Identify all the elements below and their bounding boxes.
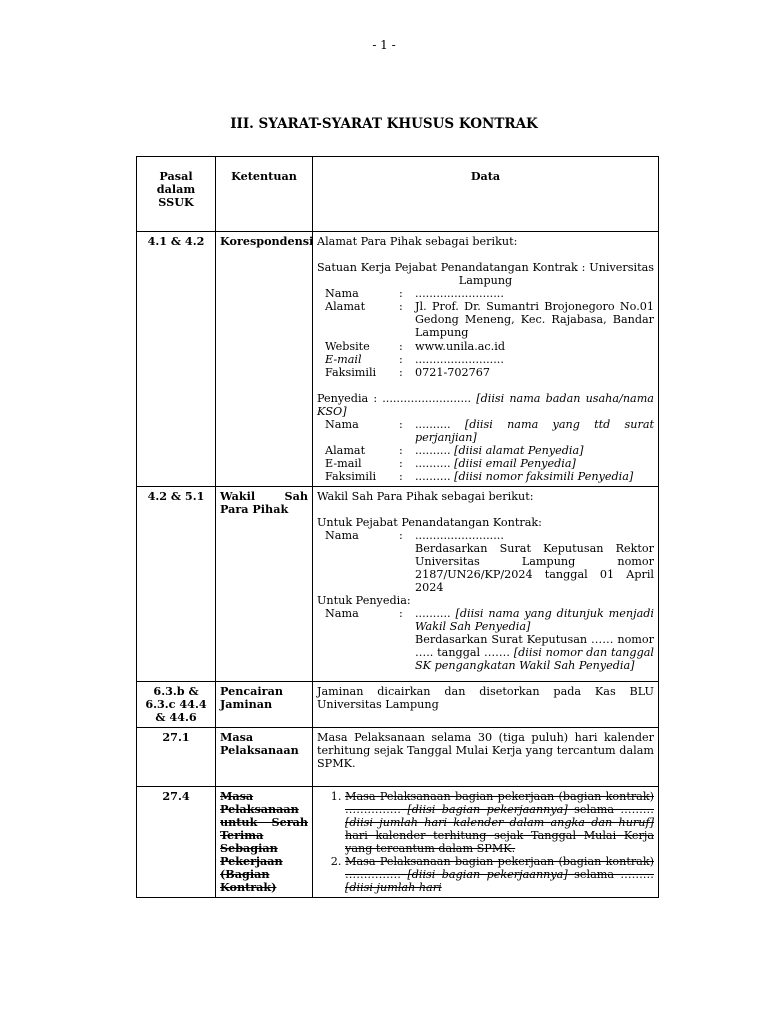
list-item: 1. Masa Pelaksanaan bagian pekerjaan (bagian kontrak) …………… [diisi bagian pekerjaannya] selama ……… [diisi jumlah hari kalender dalam angka dan huruf] hari kalender terhitung sejak Tanggal Mulai Kerja yang tercantum dalam SPMK.: [345, 790, 654, 855]
field-value: 0721-702767: [415, 366, 490, 379]
contract-table: [136, 156, 659, 898]
ketentuan-cell: Pencairan Jaminan: [216, 682, 313, 728]
table-row-serah-terima: [137, 787, 659, 898]
field-value: .........................: [415, 353, 504, 366]
field-label: Website: [325, 340, 370, 353]
table-row-masa-pelaksanaan: [137, 728, 659, 787]
page-number: - 1 -: [372, 38, 396, 52]
penyedia-line: Penyedia : ......................... [diisi nama badan usaha/nama KSO]: [317, 392, 654, 418]
penyedia-sk-text: Berdasarkan Surat Keputusan …… nomor ….. tanggal ……. [diisi nomor dan tanggal SK pengangkatan Wakil Sah Penyedia]: [415, 633, 654, 672]
list-item: 2. Masa Pelaksanaan bagian pekerjaan (bagian kontrak) …………… [diisi bagian pekerjaannya] selama ……… [diisi jumlah hari: [345, 855, 654, 894]
penyedia-fields: Nama : .......... [diisi nama yang ttd surat perjanjian] Alamat : .......... [diisi alamat Penyedia] E-mail : .......... [diisi email Penyedia] Faksimili : .......... [diisi nomor faksimili Penyedia]: [325, 418, 654, 483]
ketentuan-cell: Wakil Sah Para Pihak: [216, 487, 313, 682]
pasal-cell: 27.4: [137, 787, 216, 898]
data-cell: [313, 787, 659, 898]
struck-list: [317, 790, 654, 894]
ketentuan-cell: Masa Pelaksanaan untuk Serah Terima Sebagian Pekerjaan (Bagian Kontrak): [216, 787, 313, 898]
pasal-cell: 4.1 & 4.2: [137, 232, 216, 487]
table-row-wakil-sah: [137, 487, 659, 682]
ketentuan-cell: Korespondensi: [216, 232, 313, 487]
data-cell: Masa Pelaksanaan selama 30 (tiga puluh) hari kalender terhitung sejak Tanggal Mulai Kerja yang tercantum dalam SPMK.: [313, 728, 659, 787]
table-row-pencairan-jaminan: [137, 682, 659, 728]
field-value: www.unila.ac.id: [415, 340, 505, 353]
header-ketentuan: Ketentuan: [216, 157, 313, 232]
ppk-address-fields: Nama : ......................... Alamat : Jl. Prof. Dr. Sumantri Brojonegoro No.01 Gedong Meneng, Kec. Rajabasa, Bandar Lampung Website : www.unila.ac.id E-mail : ......................... Faksimili : 0721-702767: [317, 287, 654, 379]
ppk-sk-text: Berdasarkan Surat Keputusan Rektor Universitas Lampung nomor 2187/UN26/KP/2024 tanggal 01 April 2024: [415, 542, 654, 594]
field-value: Jl. Prof. Dr. Sumantri Brojonegoro No.01 Gedong Meneng, Kec. Rajabasa, Bandar Lampung: [415, 300, 654, 339]
field-label: Nama: [325, 287, 359, 300]
field-label: Faksimili: [325, 366, 377, 379]
ppk-label: Untuk Pejabat Penandatangan Kontrak:: [317, 516, 542, 529]
pasal-cell: 27.1: [137, 728, 216, 787]
field-label: E-mail: [325, 353, 362, 366]
data-cell: Jaminan dicairkan dan disetorkan pada Kas BLU Universitas Lampung: [313, 682, 659, 728]
intro-text: Wakil Sah Para Pihak sebagai berikut:: [317, 490, 534, 503]
pasal-cell: 6.3.b & 6.3.c 44.4 & 44.6: [137, 682, 216, 728]
penyedia-label: Untuk Penyedia:: [317, 594, 411, 607]
data-cell: [313, 232, 659, 487]
intro-text: Alamat Para Pihak sebagai berikut:: [317, 235, 518, 248]
field-value: .........................: [415, 287, 504, 300]
table-row-korespondensi: [137, 232, 659, 487]
page-title: III. SYARAT-SYARAT KHUSUS KONTRAK: [230, 116, 538, 132]
satker-text: Satuan Kerja Pejabat Penandatangan Kontrak : Universitas Lampung: [317, 261, 654, 287]
header-pasal: Pasal dalam SSUK: [137, 157, 216, 232]
table-header-row: [137, 157, 659, 232]
pasal-cell: 4.2 & 5.1: [137, 487, 216, 682]
ketentuan-cell: Masa Pelaksanaan: [216, 728, 313, 787]
field-label: Alamat: [325, 300, 366, 313]
data-cell: Wakil Sah Para Pihak sebagai berikut: Untuk Pejabat Penandatangan Kontrak: Nama : ......................... Berdasarkan Surat Keputusan Rektor Universitas Lampung nomor 2187/UN26/KP/2024 tanggal 01 April 2024 Untuk Penyedia: Nama : .......... [diisi nama yang ditunjuk menjadi Wakil Sah Penyedia] Berdasarkan Surat Keputusan …… nomor ….. tanggal ……. [diisi nomor dan tanggal SK pengangkatan Wakil Sah Penyedia]: [313, 487, 659, 682]
header-data: Data: [313, 157, 659, 232]
